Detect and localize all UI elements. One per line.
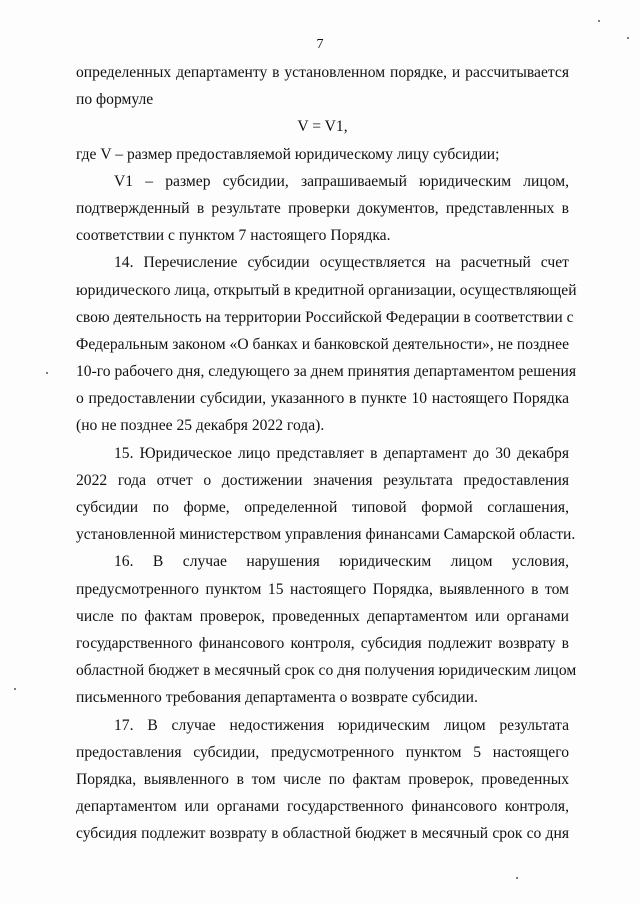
- text-line: Порядка, выявленного в том числе по фактам проверок, проведенных: [76, 770, 569, 788]
- text-line: установленной министерством управления финансами Самарской области.: [76, 526, 576, 544]
- text-line: областной бюджет в месячный срок со дня получения юридическим лицом: [76, 662, 577, 680]
- text-line: 2022 года отчет о достижении значения результата предоставления: [76, 471, 569, 489]
- text-line: свою деятельность на территории Российской Федерации в соответствии с: [76, 308, 574, 326]
- text-line: департаментом или органами государственного финансового контроля,: [76, 798, 569, 816]
- text-line: субсидии по форме, определенной типовой формой соглашения,: [76, 499, 569, 516]
- scan-speck: [598, 20, 600, 22]
- formula-line: V = V1,: [297, 118, 348, 136]
- text-line: где V – размер предоставляемой юридическому лицу субсидии;: [76, 145, 500, 163]
- text-line: по формуле: [76, 91, 154, 109]
- page-number: 7: [316, 37, 324, 52]
- text-line: 16. В случае нарушения юридическим лицом условия,: [114, 553, 569, 571]
- text-line: предусмотренного пунктом 15 настоящего Порядка, выявленного в том: [76, 580, 569, 598]
- text-line: предоставления субсидии, предусмотренного пунктом 5 настоящего: [76, 743, 569, 761]
- text-line: V1 – размер субсидии, запрашиваемый юридическим лицом,: [114, 172, 569, 190]
- text-line: государственного финансового контроля, субсидия подлежит возврату в: [76, 634, 569, 652]
- scan-speck: [14, 688, 16, 690]
- text-line: письменного требования департамента о возврате субсидии.: [76, 689, 478, 707]
- text-line: субсидия подлежит возврату в областной бюджет в месячный срок со дня: [76, 825, 569, 843]
- text-line: 14. Перечисление субсидии осуществляется на расчетный счет: [114, 254, 569, 272]
- text-line: подтвержденный в результате проверки документов, представленных в: [76, 199, 569, 217]
- text-line: 10-го рабочего дня, следующего за днем принятия департаментом решения: [76, 363, 577, 381]
- text-line: определенных департаменту в установленном порядке, и рассчитывается: [76, 64, 569, 81]
- text-line: 15. Юридическое лицо представляет в департамент до 30 декабря: [114, 444, 569, 462]
- scan-speck: [627, 37, 629, 39]
- text-line: 17. В случае недостижения юридическим лицом результата: [114, 716, 569, 734]
- text-line: о предоставлении субсидии, указанного в пункте 10 настоящего Порядка: [76, 390, 569, 408]
- text-line: Федеральным законом «О банках и банковской деятельности», не позднее: [76, 335, 569, 353]
- text-line: соответствии с пунктом 7 настоящего Порядка.: [76, 227, 391, 245]
- scan-speck: [46, 372, 48, 374]
- text-line: числе по фактам проверок, проведенных департаментом или органами: [76, 607, 569, 625]
- body-text: [76, 59, 577, 847]
- text-line: (но не позднее 25 декабря 2022 года).: [76, 417, 325, 435]
- text-line: юридического лица, открытый в кредитной организации, осуществляющей: [76, 281, 577, 299]
- scan-speck: [516, 877, 518, 879]
